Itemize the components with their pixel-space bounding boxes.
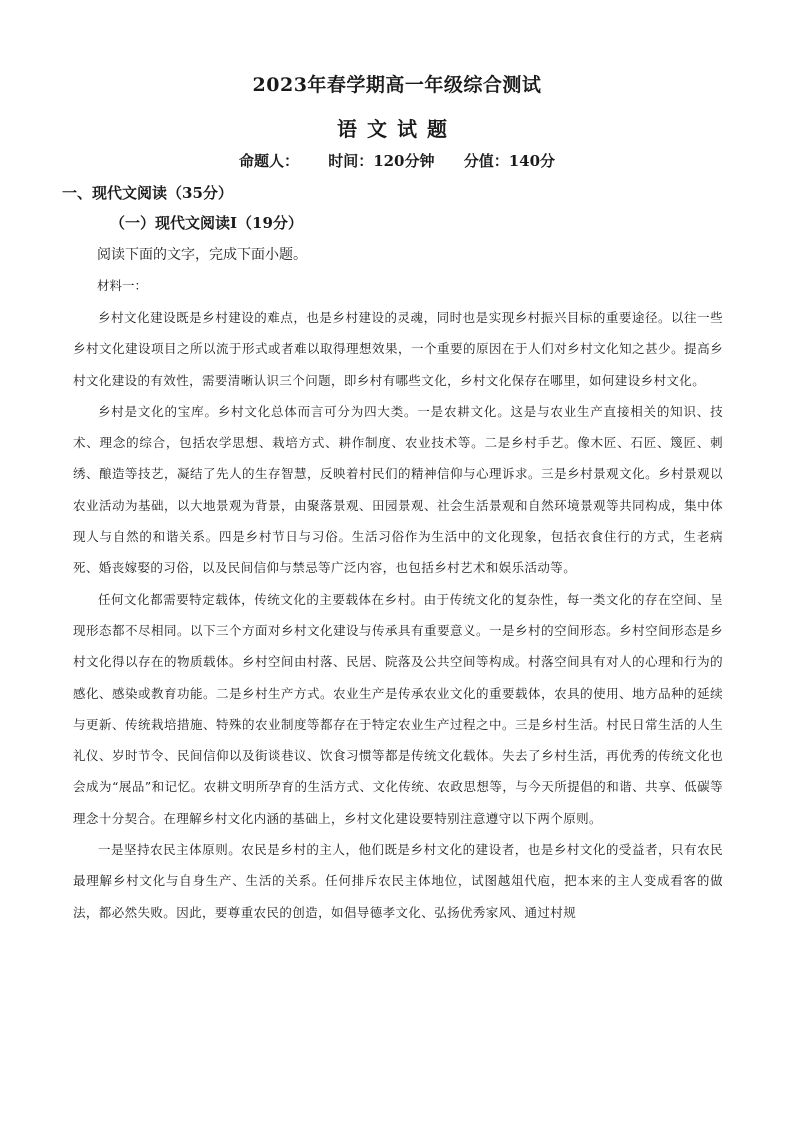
- exam-meta: [0, 150, 794, 171]
- instruction-text: 阅读下面的文字，完成下面小题。: [97, 247, 307, 263]
- passage-paragraph: 任何文化都需要特定载体，传统文化的主要载体在乡村。由于传统文化的复杂性，每一类文化的存在空间、呈现形态都不尽相同。以下三个方面对乡村文化建设与传承具有重要意义。一是乡村的空间形态。乡村空间形态是乡村文化得以存在的物质载体。乡村空间由村落、民居、院落及公共空间等构成。村落空间具有对人的心理和行为的感化、感染或教育功能。二是乡村生产方式。农业生产是传承农业文化的重要载体，农具的使用、地方品种的延续与更新、传统栽培措施、特殊的农业制度等都存在于特定农业生产过程之中。三是乡村生活。村民日常生活的人生礼仪、岁时节令、民间信仰以及街谈巷议、饮食习惯等都是传统文化载体。失去了乡村生活，再优秀的传统文化也会成为“展品”和记忆。农耕文明所孕育的生活方式、文化传统、农政思想等，与今天所提倡的和谐、共享、低碳等理念十分契合。在理解乡村文化内涵的基础上，乡村文化建设要特别注意遵守以下两个原则。: [73, 591, 723, 826]
- score-label: 分值：140分: [463, 152, 556, 170]
- author-label: 命题人：: [238, 152, 299, 170]
- material-label: 材料一：: [97, 278, 148, 293]
- passage-paragraph: 乡村文化建设既是乡村建设的难点，也是乡村建设的灵魂，同时也是实现乡村振兴目标的重要途径。以往一些乡村文化建设项目之所以流于形式或者难以取得理想效果，一个重要的原因在于人们对乡村文化知之甚少。提高乡村文化建设的有效性，需要清晰认识三个问题，即乡村有哪些文化，乡村文化保存在哪里，如何建设乡村文化。: [73, 310, 723, 388]
- time-label: 时间：120分钟: [328, 152, 435, 170]
- passage-paragraph: 一是坚持农民主体原则。农民是乡村的主人，他们既是乡村文化的建设者，也是乡村文化的受益者，只有农民最理解乡村文化与自身生产、生活的关系。任何排斥农民主体地位，试图越俎代庖，把本来的主人变成看客的做法，都必然失败。因此，要尊重农民的创造，如倡导德孝文化、弘扬优秀家风、通过村规: [73, 842, 723, 920]
- passage-paragraph: 乡村是文化的宝库。乡村文化总体而言可分为四大类。一是农耕文化。这是与农业生产直接相关的知识、技术、理念的综合，包括农学思想、栽培方式、耕作制度、农业技术等。二是乡村手艺。像木匠、石匠、篾匠、刺绣、酿造等技艺，凝结了先人的生存智慧，反映着村民们的精神信仰与心理诉求。三是乡村景观文化。乡村景观以农业活动为基础，以大地景观为背景，由聚落景观、田园景观、社会生活景观和自然环境景观等共同构成，集中体现人与自然的和谐关系。四是乡村节日与习俗。生活习俗作为生活中的文化现象，包括衣食住行的方式，生老病死、婚丧嫁娶的习俗，以及民间信仰与禁忌等广泛内容，也包括乡村艺术和娱乐活动等。: [73, 403, 723, 576]
- subsection-heading: （一）现代文阅读Ⅰ（19分）: [110, 214, 303, 232]
- reading-passage: [73, 302, 723, 928]
- section-heading: 一、现代文阅读（35分）: [62, 184, 233, 202]
- exam-title: 2023年春学期高一年级综合测试: [252, 74, 542, 96]
- exam-subtitle: 语文试题: [337, 117, 457, 141]
